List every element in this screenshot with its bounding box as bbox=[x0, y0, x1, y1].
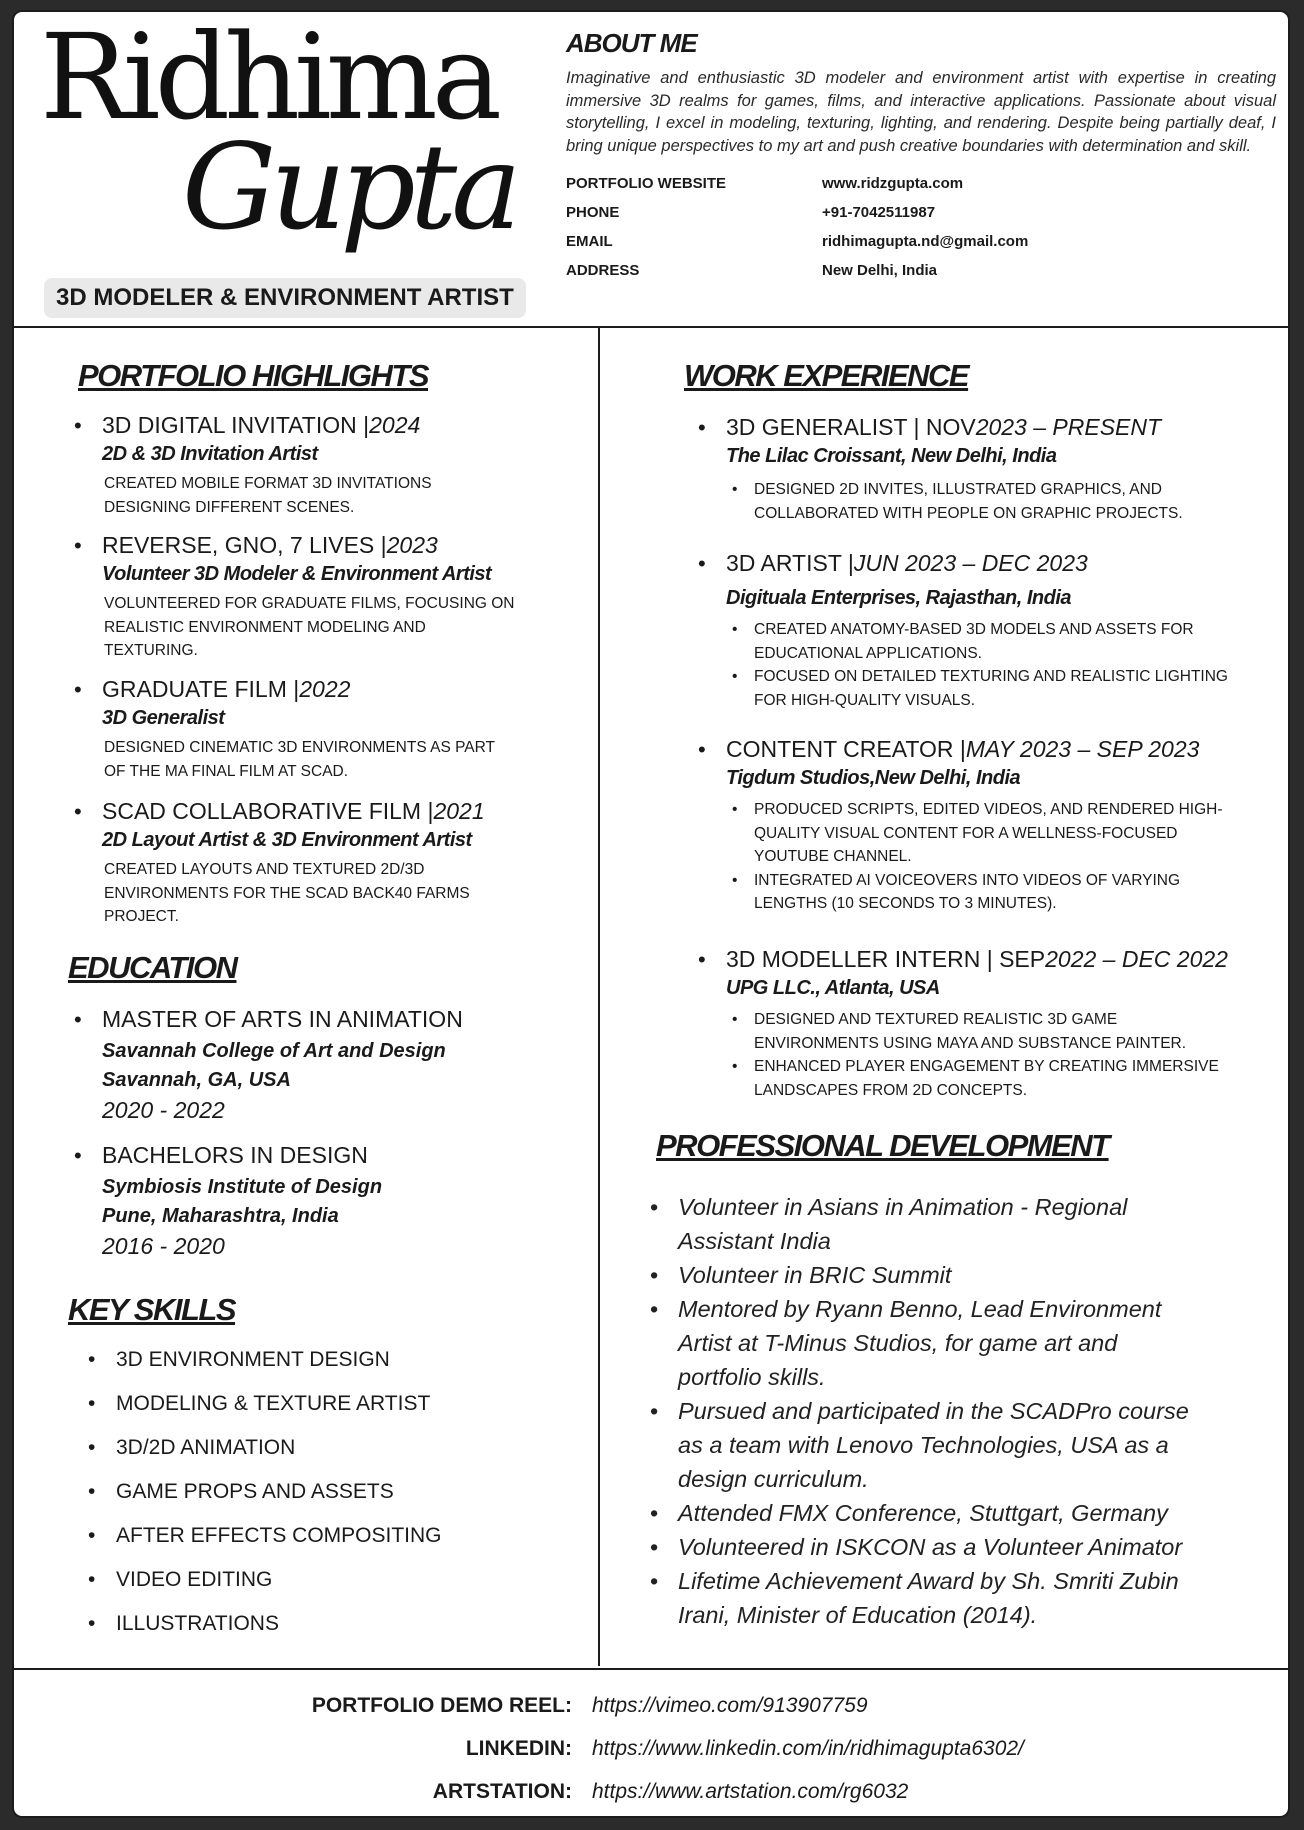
list-item: • AFTER EFFECTS COMPOSITING bbox=[88, 1524, 442, 1568]
work-item-company: Digituala Enterprises, Rajasthan, India bbox=[726, 587, 1072, 609]
list-item: • Mentored by Ryann Benno, Lead Environment Artist at T-Minus Studios, for game art and portfolio skills. bbox=[650, 1292, 1250, 1394]
education-item: • BACHELORS IN DESIGN Symbiosis Institute of Design Pune, Maharashtra, India 2016 - 2020 bbox=[74, 1142, 594, 1260]
contact-row-phone bbox=[566, 204, 1276, 233]
about-text: Imaginative and enthusiastic 3D modeler and environment artist with expertise in creating immersive 3D realms for games, films, and interactive applications. Passionate about visual storytelling, I excel in modeling, texturing, lighting, and rendering. Despite being partially deaf, I bring unique perspectives to my art and push creative boundaries with determination and skill. bbox=[566, 69, 1276, 155]
work-item: • 3D MODELLER INTERN | SEP 2022 – DEC 2022 UPG LLC., Atlanta, USA • DESIGNED AND TEXTURED REALISTIC 3D GAME ENVIRONMENTS USING MAYA AND SUBSTANCE PAINTER. • ENHANCED PLAYER ENGAGEMENT BY CREATING IMMERSIVE LANDSCAPES FROM 2D CONCEPTS. bbox=[698, 946, 1288, 1102]
list-item: • Volunteer in Asians in Animation - Regional Assistant India bbox=[650, 1190, 1250, 1258]
portfolio-item-desc: DESIGNED CINEMATIC 3D ENVIRONMENTS AS PART OF THE MA FINAL FILM AT SCAD. bbox=[104, 739, 496, 780]
work-item-dates: MAY 2023 – SEP 2023 bbox=[965, 736, 1200, 762]
portfolio-item-title: GRADUATE FILM | bbox=[102, 676, 300, 702]
list-item: • 3D ENVIRONMENT DESIGN bbox=[88, 1348, 442, 1392]
portfolio-item: • SCAD COLLABORATIVE FILM | 2021 2D Layout Artist & 3D Environment Artist CREATED LAYOUTS AND TEXTURED 2D/3D ENVIRONMENTS FOR THE SCAD BACK40 FARMS PROJECT. bbox=[74, 798, 594, 929]
artstation-link[interactable]: https://www.artstation.com/rg6032 bbox=[592, 1780, 909, 1803]
email-link[interactable]: ridhimagupta.nd@gmail.com bbox=[822, 233, 1029, 250]
about-heading: ABOUT ME bbox=[566, 28, 697, 58]
demo-reel-link[interactable]: https://vimeo.com/913907759 bbox=[592, 1694, 868, 1717]
footer-label: PORTFOLIO DEMO REEL: bbox=[311, 1694, 572, 1717]
contact-row-email bbox=[566, 233, 1276, 262]
footer-label: LINKEDIN: bbox=[465, 1737, 572, 1760]
portfolio-item-role: 2D & 3D Invitation Artist bbox=[102, 443, 318, 465]
portfolio-item-desc: VOLUNTEERED FOR GRADUATE FILMS, FOCUSING ON REALISTIC ENVIRONMENT MODELING AND TEXTURING. bbox=[104, 595, 515, 659]
list-item: • Attended FMX Conference, Stuttgart, Germany bbox=[650, 1496, 1250, 1530]
education-degree: MASTER OF ARTS IN ANIMATION bbox=[102, 1006, 463, 1032]
education-location: Pune, Maharashtra, India bbox=[102, 1205, 339, 1227]
education-location: Savannah, GA, USA bbox=[102, 1069, 291, 1091]
list-item: • 3D/2D ANIMATION bbox=[88, 1436, 442, 1480]
portfolio-item-role: 3D Generalist bbox=[102, 707, 225, 729]
portfolio-item-desc: CREATED MOBILE FORMAT 3D INVITATIONS DESIGNING DIFFERENT SCENES. bbox=[104, 475, 432, 516]
portfolio-item-role: Volunteer 3D Modeler & Environment Artist bbox=[102, 563, 492, 585]
work-item-company: UPG LLC., Atlanta, USA bbox=[726, 977, 940, 999]
list-item: • VIDEO EDITING bbox=[88, 1568, 442, 1612]
about-section bbox=[566, 28, 1276, 291]
list-item: • INTEGRATED AI VOICEOVERS INTO VIDEOS OF VARYING LENGTHS (10 SECONDS TO 3 MINUTES). bbox=[724, 869, 1288, 916]
footer-row-artstation bbox=[14, 1780, 1288, 1804]
work-item-company: The Lilac Croissant, New Delhi, India bbox=[726, 445, 1057, 467]
left-column bbox=[14, 328, 600, 1666]
list-item: • Lifetime Achievement Award by Sh. Smriti Zubin Irani, Minister of Education (2014). bbox=[650, 1564, 1250, 1632]
portfolio-item-role: 2D Layout Artist & 3D Environment Artist bbox=[102, 829, 472, 851]
contact-label: PORTFOLIO WEBSITE bbox=[566, 175, 726, 192]
portfolio-item-title: REVERSE, GNO, 7 LIVES | bbox=[102, 532, 387, 558]
education-years: 2020 - 2022 bbox=[102, 1097, 225, 1123]
contact-label: PHONE bbox=[566, 204, 620, 221]
portfolio-item: • 3D DIGITAL INVITATION | 2024 2D & 3D Invitation Artist CREATED MOBILE FORMAT 3D INVITATIONS DESIGNING DIFFERENT SCENES. bbox=[74, 412, 594, 519]
work-item: • 3D GENERALIST | NOV 2023 – PRESENT The Lilac Croissant, New Delhi, India • DESIGNED 2D INVITES, ILLUSTRATED GRAPHICS, AND COLLABORATED WITH PEOPLE ON GRAPHIC PROJECTS. bbox=[698, 414, 1288, 525]
list-item: • ILLUSTRATIONS bbox=[88, 1612, 442, 1656]
professional-list bbox=[650, 1190, 1250, 1632]
list-item: • ENHANCED PLAYER ENGAGEMENT BY CREATING IMMERSIVE LANDSCAPES FROM 2D CONCEPTS. bbox=[724, 1055, 1288, 1102]
footer-label: ARTSTATION: bbox=[432, 1780, 572, 1803]
list-item: • Pursued and participated in the SCADPro course as a team with Lenovo Technologies, USA as a design curriculum. bbox=[650, 1394, 1250, 1496]
portfolio-item: • GRADUATE FILM | 2022 3D Generalist DESIGNED CINEMATIC 3D ENVIRONMENTS AS PART OF THE MA FINAL FILM AT SCAD. bbox=[74, 676, 594, 783]
portfolio-item-year: 2023 bbox=[386, 532, 438, 558]
contact-row-address bbox=[566, 262, 1276, 291]
professional-heading: PROFESSIONAL DEVELOPMENT bbox=[656, 1128, 1109, 1163]
work-heading: WORK EXPERIENCE bbox=[684, 358, 969, 393]
list-item: • DESIGNED 2D INVITES, ILLUSTRATED GRAPHICS, AND COLLABORATED WITH PEOPLE ON GRAPHIC PROJECTS. bbox=[724, 478, 1288, 525]
header bbox=[14, 12, 1288, 328]
work-item-points bbox=[724, 478, 1288, 525]
work-item-dates: JUN 2023 – DEC 2023 bbox=[853, 550, 1088, 576]
education-school: Symbiosis Institute of Design bbox=[102, 1176, 383, 1198]
footer-links bbox=[14, 1668, 1288, 1818]
work-item-points bbox=[724, 618, 1288, 712]
education-degree: BACHELORS IN DESIGN bbox=[102, 1142, 368, 1168]
list-item: • GAME PROPS AND ASSETS bbox=[88, 1480, 442, 1524]
work-item-company: Tigdum Studios,New Delhi, India bbox=[726, 767, 1021, 789]
last-name: Gupta bbox=[182, 118, 516, 256]
portfolio-item-year: 2022 bbox=[299, 676, 351, 702]
portfolio-item-title: 3D DIGITAL INVITATION | bbox=[102, 412, 370, 438]
portfolio-item: • REVERSE, GNO, 7 LIVES | 2023 Volunteer 3D Modeler & Environment Artist VOLUNTEERED FOR GRADUATE FILMS, FOCUSING ON REALISTIC ENVIRONMENT MODELING AND TEXTURING. bbox=[74, 532, 594, 663]
list-item: • PRODUCED SCRIPTS, EDITED VIDEOS, AND RENDERED HIGH- QUALITY VISUAL CONTENT FOR A WELLNESS-FOCUSED YOUTUBE CHANNEL. bbox=[724, 798, 1288, 869]
phone-value[interactable]: +91-7042511987 bbox=[822, 204, 936, 221]
list-item: • Volunteer in BRIC Summit bbox=[650, 1258, 1250, 1292]
portfolio-item-desc: CREATED LAYOUTS AND TEXTURED 2D/3D ENVIRONMENTS FOR THE SCAD BACK40 FARMS PROJECT. bbox=[104, 861, 470, 925]
linkedin-link[interactable]: https://www.linkedin.com/in/ridhimagupta6302/ bbox=[592, 1737, 1024, 1760]
contact-list bbox=[566, 175, 1276, 291]
work-item-title: 3D GENERALIST | NOV bbox=[726, 414, 976, 440]
list-item: • MODELING & TEXTURE ARTIST bbox=[88, 1392, 442, 1436]
portfolio-item-year: 2024 bbox=[369, 412, 421, 438]
resume-page bbox=[12, 10, 1290, 1818]
footer-row-demo-reel bbox=[14, 1694, 1288, 1718]
portfolio-heading: PORTFOLIO HIGHLIGHTS bbox=[78, 358, 429, 393]
work-item-title: 3D MODELLER INTERN | SEP bbox=[726, 946, 1046, 972]
contact-label: EMAIL bbox=[566, 233, 613, 250]
list-item: • FOCUSED ON DETAILED TEXTURING AND REALISTIC LIGHTING FOR HIGH-QUALITY VISUALS. bbox=[724, 665, 1288, 712]
skills-list bbox=[88, 1348, 442, 1656]
work-item: • 3D ARTIST | JUN 2023 – DEC 2023 Digituala Enterprises, Rajasthan, India • CREATED ANATOMY-BASED 3D MODELS AND ASSETS FOR EDUCATIONAL APPLICATIONS. • FOCUSED ON DETAILED TEXTURING AND REALISTIC LIGHTING FOR HIGH-QUALITY VISUALS. bbox=[698, 550, 1288, 712]
portfolio-item-year: 2021 bbox=[433, 798, 485, 824]
education-school: Savannah College of Art and Design bbox=[102, 1040, 446, 1062]
footer-row-linkedin bbox=[14, 1737, 1288, 1761]
work-item-title: CONTENT CREATOR | bbox=[726, 736, 966, 762]
list-item: • CREATED ANATOMY-BASED 3D MODELS AND ASSETS FOR EDUCATIONAL APPLICATIONS. bbox=[724, 618, 1288, 665]
address-value: New Delhi, India bbox=[822, 262, 938, 279]
first-name: Ridhima bbox=[40, 10, 497, 146]
portfolio-item-title: SCAD COLLABORATIVE FILM | bbox=[102, 798, 434, 824]
job-title-badge: 3D MODELER & ENVIRONMENT ARTIST bbox=[44, 278, 526, 318]
work-item-dates: 2023 – PRESENT bbox=[975, 414, 1162, 440]
education-years: 2016 - 2020 bbox=[102, 1233, 225, 1259]
website-link[interactable]: www.ridzgupta.com bbox=[822, 175, 964, 192]
work-item-points bbox=[724, 1008, 1288, 1102]
work-item-points bbox=[724, 798, 1288, 916]
list-item: • DESIGNED AND TEXTURED REALISTIC 3D GAME ENVIRONMENTS USING MAYA AND SUBSTANCE PAINTER. bbox=[724, 1008, 1288, 1055]
list-item: • Volunteered in ISKCON as a Volunteer Animator bbox=[650, 1530, 1250, 1564]
work-item-dates: 2022 – DEC 2022 bbox=[1045, 946, 1228, 972]
education-heading: EDUCATION bbox=[68, 950, 237, 985]
contact-row-website bbox=[566, 175, 1276, 204]
education-item: • MASTER OF ARTS IN ANIMATION Savannah College of Art and Design Savannah, GA, USA 2020 - 2022 bbox=[74, 1006, 594, 1124]
skills-heading: KEY SKILLS bbox=[68, 1292, 236, 1327]
work-item: • CONTENT CREATOR | MAY 2023 – SEP 2023 Tigdum Studios,New Delhi, India • PRODUCED SCRIPTS, EDITED VIDEOS, AND RENDERED HIGH- QUALITY VISUAL CONTENT FOR A WELLNESS-FOCUSED YOUTUBE CHANNEL. • INTEGRATED AI VOICEOVERS INTO VIDEOS OF VARYING LENGTHS (10 SECONDS TO 3 MINUTES). bbox=[698, 736, 1288, 916]
right-column bbox=[600, 328, 1290, 1666]
work-item-title: 3D ARTIST | bbox=[726, 550, 854, 576]
contact-label: ADDRESS bbox=[566, 262, 640, 279]
